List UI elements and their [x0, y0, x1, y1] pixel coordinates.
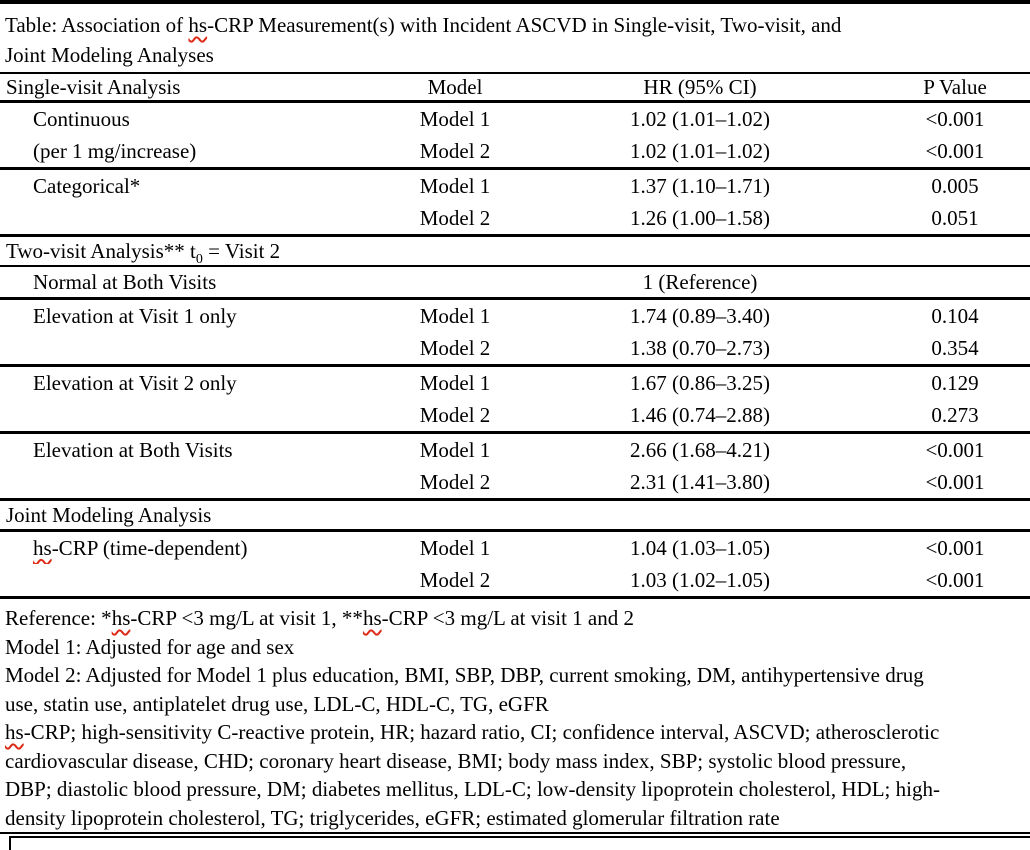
- footnote-model2-line2: use, statin use, antiplatelet drug use, LDL-C, HDL-C, TG, eGFR: [5, 691, 549, 716]
- table-row-categorical-model2: [0, 202, 1030, 236]
- footnote-abbreviations-line2: cardiovascular disease, CHD; coronary heart disease, BMI; body mass index, SBP; systolic blood pressure,: [5, 748, 907, 773]
- p-value-cell: 0.104: [931, 303, 979, 328]
- model-cell: Model 2: [390, 135, 520, 169]
- p-value-cell: 0.354: [880, 332, 1030, 366]
- column-header-single-visit-analysis: Single-visit Analysis: [0, 74, 390, 102]
- row-label: Continuous: [33, 106, 130, 131]
- hr-cell: 2.66 (1.68–4.21): [630, 437, 770, 462]
- footnote-model2-line1: Model 2: Adjusted for Model 1 plus education, BMI, SBP, DBP, current smoking, DM, antihypertensive drug: [5, 663, 924, 687]
- row-label: [0, 466, 390, 500]
- hr-cell: 2.31 (1.41–3.80): [520, 466, 880, 500]
- p-value-cell: 0.273: [880, 399, 1030, 433]
- p-value-cell: [880, 266, 1030, 299]
- model-cell: [390, 266, 520, 299]
- table-bottom-border: [0, 832, 1030, 834]
- model-cell: Model 1: [419, 370, 491, 395]
- t0-subscript: 0: [195, 251, 203, 266]
- p-value-cell: <0.001: [925, 535, 985, 560]
- next-element-border-fragment: [9, 836, 1030, 850]
- p-value-cell: 0.005: [931, 173, 979, 198]
- p-value-cell: <0.001: [880, 564, 1030, 598]
- p-value-cell: <0.001: [925, 106, 985, 131]
- table-row-hscrp-model2: [0, 564, 1030, 598]
- footnote-abbreviations-line4: density lipoprotein cholesterol, TG; triglycerides, eGFR; estimated glomerular filtration rate: [5, 805, 780, 830]
- table-row-continuous-model2: [0, 135, 1030, 169]
- table-row-elevation-visit1-model1: [0, 299, 1030, 333]
- footnote-model1: Model 1: Adjusted for age and sex: [5, 634, 295, 659]
- table-row-categorical-model1: [0, 169, 1030, 203]
- model-cell: Model 1: [419, 106, 491, 131]
- table-title-line1: Table: Association of hs-CRP Measurement(s) with Incident ASCVD in Single-visit, Two-visit, and: [5, 13, 842, 37]
- table-title-line2: Joint Modeling Analyses: [5, 43, 214, 67]
- reference-value-cell: 1 (Reference): [520, 266, 880, 299]
- model-cell: Model 2: [390, 399, 520, 433]
- spellcheck-squiggle: hs: [111, 606, 131, 630]
- hr-cell: 1.26 (1.00–1.58): [520, 202, 880, 236]
- model-cell: Model 2: [390, 332, 520, 366]
- row-label: Elevation at Visit 2 only: [33, 370, 237, 395]
- table-footnotes: [0, 599, 1030, 832]
- table-row-elevation-visit1-model2: [0, 332, 1030, 366]
- hr-cell: 1.37 (1.10–1.71): [630, 173, 770, 198]
- spellcheck-squiggle: hs: [5, 720, 24, 744]
- hr-cell: 1.67 (0.86–3.25): [630, 370, 770, 395]
- hr-cell: 1.02 (1.01–1.02): [520, 135, 880, 169]
- row-label: [0, 399, 390, 433]
- row-label: [0, 202, 390, 236]
- row-label: (per 1 mg/increase): [0, 135, 390, 169]
- footnote-abbreviations-line3: DBP; diastolic blood pressure, DM; diabetes mellitus, LDL-C; low-density lipoprotein cholesterol, HDL; high-: [5, 777, 940, 801]
- model-cell: Model 1: [419, 173, 491, 198]
- spellcheck-squiggle: hs: [362, 606, 382, 630]
- section-title-text: Joint Modeling Analysis: [0, 500, 1030, 531]
- hr-cell: 1.74 (0.89–3.40): [630, 303, 770, 328]
- row-label: Categorical*: [33, 173, 141, 198]
- table-row-hscrp-model1: [0, 531, 1030, 565]
- footnote-reference: Reference: *hs-CRP <3 mg/L at visit 1, **hs-CRP <3 mg/L at visit 1 and 2: [5, 606, 634, 630]
- row-label: Elevation at Both Visits: [33, 437, 233, 462]
- section-header-two-visit-analysis: [0, 236, 1030, 267]
- model-cell: Model 1: [419, 437, 491, 462]
- row-label: [0, 564, 390, 598]
- table-row-normal-both-visits: [0, 266, 1030, 299]
- table-header-row: [0, 74, 1030, 102]
- hr-cell: 1.46 (0.74–2.88): [520, 399, 880, 433]
- section-header-joint-modeling: [0, 500, 1030, 531]
- p-value-cell: <0.001: [880, 135, 1030, 169]
- section-title-suffix: = Visit 2: [202, 238, 281, 263]
- table-row-continuous-model1: [0, 102, 1030, 136]
- table-row-elevation-visit2-model1: [0, 366, 1030, 400]
- section-title-text: Two-visit Analysis** t: [6, 238, 196, 263]
- column-header-model: Model: [390, 74, 520, 102]
- row-label: hs-CRP (time-dependent): [33, 535, 248, 560]
- hr-cell: 1.02 (1.01–1.02): [630, 106, 770, 131]
- table-row-elevation-both-model1: [0, 433, 1030, 467]
- hr-cell: 1.03 (1.02–1.05): [520, 564, 880, 598]
- row-label: Elevation at Visit 1 only: [33, 303, 237, 328]
- p-value-cell: 0.129: [931, 370, 979, 395]
- p-value-cell: <0.001: [925, 437, 985, 462]
- model-cell: Model 2: [390, 202, 520, 236]
- model-cell: Model 2: [390, 466, 520, 500]
- model-cell: Model 1: [419, 535, 491, 560]
- spellcheck-squiggle: hs: [33, 535, 52, 560]
- hr-cell: 1.38 (0.70–2.73): [520, 332, 880, 366]
- column-header-hr-ci: HR (95% CI): [520, 74, 880, 102]
- row-label: [0, 332, 390, 366]
- model-cell: Model 1: [419, 303, 491, 328]
- table-title: [0, 4, 1030, 74]
- row-label: Normal at Both Visits: [0, 266, 390, 299]
- table-row-elevation-visit2-model2: [0, 399, 1030, 433]
- results-table: [0, 74, 1030, 599]
- footnote-abbreviations-line1: hs-CRP; high-sensitivity C-reactive protein, HR; hazard ratio, CI; confidence interval, ASCVD; atherosclerotic: [5, 720, 940, 744]
- model-cell: Model 2: [390, 564, 520, 598]
- p-value-cell: <0.001: [880, 466, 1030, 500]
- column-header-p-value: P Value: [880, 74, 1030, 102]
- hr-cell: 1.04 (1.03–1.05): [630, 535, 770, 560]
- p-value-cell: 0.051: [880, 202, 1030, 236]
- table-row-elevation-both-model2: [0, 466, 1030, 500]
- spellcheck-squiggle: hs: [188, 13, 208, 37]
